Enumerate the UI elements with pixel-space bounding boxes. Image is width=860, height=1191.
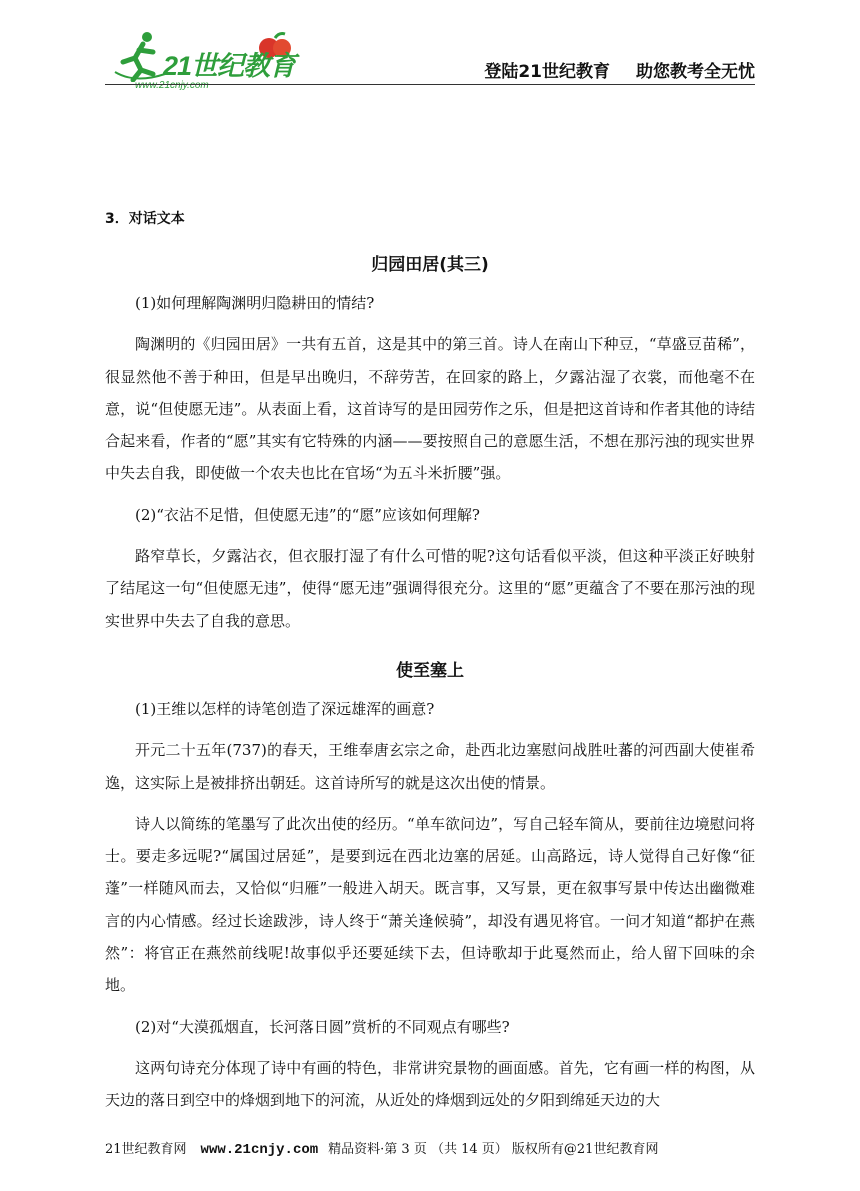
document-body: [105, 208, 755, 1126]
answer-paragraph: 这两句诗充分体现了诗中有画的特色，非常讲究景物的画面感。首先，它有画一样的构图，从天边的落日到空中的烽烟到地下的河流，从近处的烽烟到远处的夕阳到绵延天边的大: [105, 1058, 755, 1110]
logo: [105, 28, 305, 91]
page-header: [105, 28, 755, 91]
poem-section: [105, 250, 755, 637]
poem-title: 归园田居(其三): [371, 255, 489, 275]
section-label: 3．对话文本: [105, 211, 185, 227]
question-paragraph: (1)如何理解陶渊明归隐耕田的情结?: [135, 294, 375, 312]
header-rule: [105, 84, 755, 85]
question-paragraph: (2)对“大漠孤烟直，长河落日圆”赏析的不同观点有哪些?: [135, 1017, 510, 1036]
footer-site: 21世纪教育网: [105, 1142, 187, 1157]
footer-page-info: 精品资料·第 3 页 （共 14 页） 版权所有@21世纪教育网: [328, 1142, 659, 1157]
page-footer: [105, 1138, 755, 1158]
poem-section: [105, 656, 755, 1117]
answer-paragraph: 诗人以简练的笔墨写了此次出使的经历。“单车欲问边”，写自己轻车简从，要前往边境慰问将士。要走多远呢?“属国过居延”，是要到远在西北边塞的居延。山高路远，诗人觉得自己好像“征蓬”一样随风而去，又恰似“归雁”一般进入胡天。既言事，又写景，更在叙事写景中传达出幽微难言的内心情感。经过长途跋涉，诗人终于“萧关逢候骑”，却没有遇见将官。一问才知道“都护在燕然”：将官正在燕然前线呢!故事似乎还要延续下去，但诗歌却于此戛然而止，给人留下回味的余地。: [105, 814, 755, 995]
header-slogan: [484, 57, 755, 82]
footer-url[interactable]: www.21cnjy.com: [200, 1142, 319, 1158]
logo-text: 21世纪教育: [163, 51, 296, 81]
answer-paragraph: 开元二十五年(737)的春天，王维奉唐玄宗之命，赴西北边塞慰问战胜吐蕃的河西副大使崔希逸，这实际上是被排挤出朝廷。这首诗所写的就是这次出使的情景。: [105, 741, 755, 792]
answer-paragraph: 陶渊明的《归园田居》一共有五首，这是其中的第三首。诗人在南山下种豆，“草盛豆苗稀”，很显然他不善于种田，但是早出晚归，不辞劳苦，在回家的路上，夕露沾湿了衣裳，而他毫不在意，说“但使愿无违”。从表面上看，这首诗写的是田园劳作之乐，但是把这首诗和作者其他的诗结合起来看，作者的“愿”其实有它特殊的内涵——要按照自己的意愿生活，不想在那污浊的现实世界中失去自我，即使做一个农夫也比在官场“为五斗米折腰”强。: [105, 335, 755, 483]
answer-paragraph: 路窄草长，夕露沾衣，但衣服打湿了有什么可惜的呢?这句话看似平淡，但这种平淡正好映射了结尾这一句“但使愿无违”，使得“愿无违”强调得很充分。这里的“愿”更蕴含了不要在那污浊的现实世界中失去了自我的意思。: [105, 547, 755, 630]
question-paragraph: (2)“衣沾不足惜，但使愿无违”的“愿”应该如何理解?: [135, 505, 480, 524]
slogan-left: 登陆21世纪教育: [484, 62, 610, 82]
question-paragraph: (1)王维以怎样的诗笔创造了深远雄浑的画意?: [135, 699, 435, 718]
logo-subtext: www.21cnjy.com: [135, 80, 209, 91]
poem-title: 使至塞上: [396, 660, 464, 681]
slogan-right: 助您教考全无忧: [636, 62, 755, 82]
